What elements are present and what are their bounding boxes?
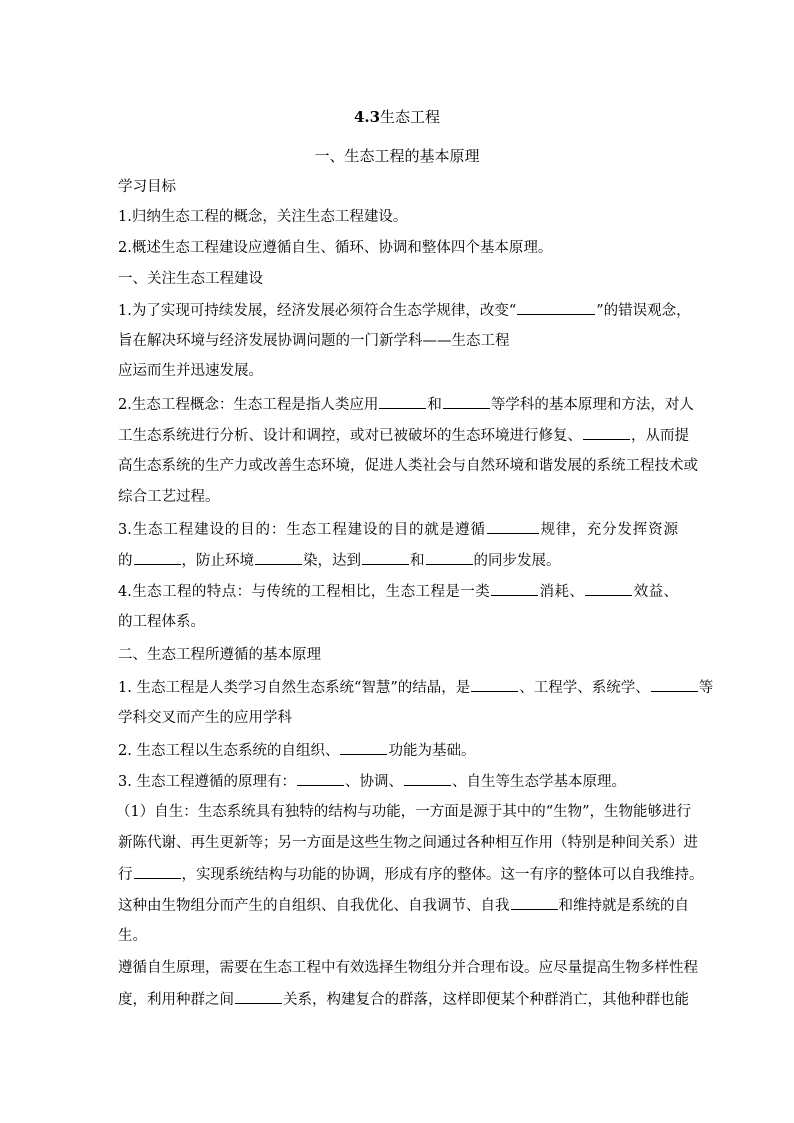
paragraph-line <box>118 425 689 446</box>
heading-learning-goals: 学习目标 <box>118 179 176 195</box>
text-segment: 3. 生态工程遵循的原理有： <box>118 774 296 790</box>
fill-blank[interactable] <box>340 740 387 755</box>
text-segment: 2. 生态工程以生态系统的自组织、 <box>118 743 340 759</box>
text-segment: 、协调、 <box>344 774 403 790</box>
paragraph-line <box>118 581 678 602</box>
paragraph-line: 新陈代谢、再生更新等；另一方面是这些生物之间通过各种相互作用（特别是种间关系）进 <box>118 835 698 851</box>
fill-blank[interactable] <box>487 519 539 534</box>
fill-blank[interactable] <box>235 989 282 1004</box>
title-text: 生态工程 <box>380 108 441 126</box>
paragraph-line: 应运而生并迅速发展。 <box>118 363 263 379</box>
text-segment: 行 <box>118 867 133 883</box>
paragraph-line: 的工程体系。 <box>118 614 205 630</box>
paragraph-line: （1）自生：生态系统具有独特的结构与功能，一方面是源于其中的“生物”，生物能够进行 <box>116 804 692 820</box>
fill-blank[interactable] <box>443 394 490 409</box>
heading-section-1: 一、关注生态工程建设 <box>118 271 263 287</box>
paragraph-line <box>118 740 678 761</box>
text-segment: 的 <box>118 553 133 569</box>
text-segment: 消耗、 <box>539 584 585 600</box>
paragraph-line <box>118 771 678 792</box>
fill-blank[interactable] <box>426 550 473 565</box>
heading-section-2: 二、生态工程所遵循的基本原理 <box>118 647 321 663</box>
paragraph-line <box>118 895 689 916</box>
fill-blank[interactable] <box>255 550 302 565</box>
paragraph-line: 综合工艺过程。 <box>118 489 220 505</box>
text-segment: 和 <box>410 553 425 569</box>
text-segment: 4.生态工程的特点：与传统的工程相比，生态工程是一类 <box>118 584 491 600</box>
text-segment: 等学科的基本原理和方法，对人 <box>490 397 694 413</box>
text-segment: 关系，构建复合的群落，这样即便某个种群消亡，其他种群也能 <box>283 992 689 1008</box>
text-segment: 1.为了实现可持续发展，经济发展必须符合生态学规律，改变“ <box>118 303 517 319</box>
goal-1: 1.归纳生态工程的概念，关注生态工程建设。 <box>118 209 408 225</box>
paragraph-line <box>118 864 704 885</box>
fill-blank[interactable] <box>134 550 181 565</box>
text-segment: 、自生等生态学基本原理。 <box>451 774 626 790</box>
fill-blank[interactable] <box>491 581 538 596</box>
paragraph-line <box>118 300 691 321</box>
text-segment: ，防止环境 <box>181 553 254 569</box>
text-segment: 3.生态工程建设的目的：生态工程建设的目的就是遵循 <box>118 522 486 538</box>
fill-blank[interactable] <box>585 581 632 596</box>
text-segment: 功能为基础。 <box>388 743 476 759</box>
text-segment: ，从而提 <box>631 428 689 444</box>
text-segment: ，实现系统结构与功能的协调，形成有序的整体。这一有序的整体可以自我维持。 <box>181 867 704 883</box>
text-segment: ”的错误观念， <box>596 303 691 319</box>
text-segment: 1. 生态工程是人类学习自然生态系统“智慧”的结晶，是 <box>118 680 471 696</box>
paragraph-line: 遵循自生原理，需要在生态工程中有效选择生物组分并合理布设。应尽量提高生物多样性程 <box>118 960 698 976</box>
paragraph-line: 旨在解决环境与经济发展协调问题的一门新学科——生态工程 <box>118 333 510 349</box>
text-segment: 这种由生物组分而产生的自组织、自我优化、自我调节、自我 <box>118 898 510 914</box>
fill-blank[interactable] <box>471 677 518 692</box>
text-segment: 度，利用种群之间 <box>118 992 234 1008</box>
fill-blank[interactable] <box>297 771 344 786</box>
text-segment: 等 <box>698 680 714 696</box>
text-segment: 和 <box>427 397 442 413</box>
paragraph-line <box>118 677 714 698</box>
fill-blank[interactable] <box>362 550 409 565</box>
fill-blank[interactable] <box>404 771 451 786</box>
fill-blank[interactable] <box>517 300 595 315</box>
text-segment: 染，达到 <box>303 553 361 569</box>
title-number: 4.3 <box>353 108 381 126</box>
section-subtitle: 一、生态工程的基本原理 <box>314 147 480 165</box>
paragraph-line: 高生态系统的生产力或改善生态环境，促进人类社会与自然环境和谐发展的系统工程技术或 <box>118 458 698 474</box>
text-segment: 效益、 <box>633 584 679 600</box>
text-segment: 2.生态工程概念：生态工程是指人类应用 <box>118 397 379 413</box>
page-title <box>0 106 794 127</box>
goal-2: 2.概述生态工程建设应遵循自生、循环、协调和整体四个基本原理。 <box>118 240 553 256</box>
fill-blank[interactable] <box>134 864 181 879</box>
text-segment: 规律，充分发挥资源 <box>539 522 678 538</box>
fill-blank[interactable] <box>651 677 698 692</box>
paragraph-line <box>118 989 689 1010</box>
fill-blank[interactable] <box>379 394 426 409</box>
paragraph-line <box>118 550 678 571</box>
text-segment: 、工程学、系统学、 <box>519 680 650 696</box>
paragraph-line <box>118 394 694 415</box>
text-segment: 的同步发展。 <box>473 553 561 569</box>
paragraph-line <box>118 519 678 540</box>
fill-blank[interactable] <box>583 425 630 440</box>
paragraph-line: 学科交叉而产生的应用学科 <box>118 710 292 726</box>
text-segment: 和维持就是系统的自 <box>558 898 689 914</box>
paragraph-line: 生。 <box>118 928 147 944</box>
text-segment: 工生态系统进行分析、设计和调控，或对已被破坏的生态环境进行修复、 <box>118 428 582 444</box>
fill-blank[interactable] <box>511 895 558 910</box>
